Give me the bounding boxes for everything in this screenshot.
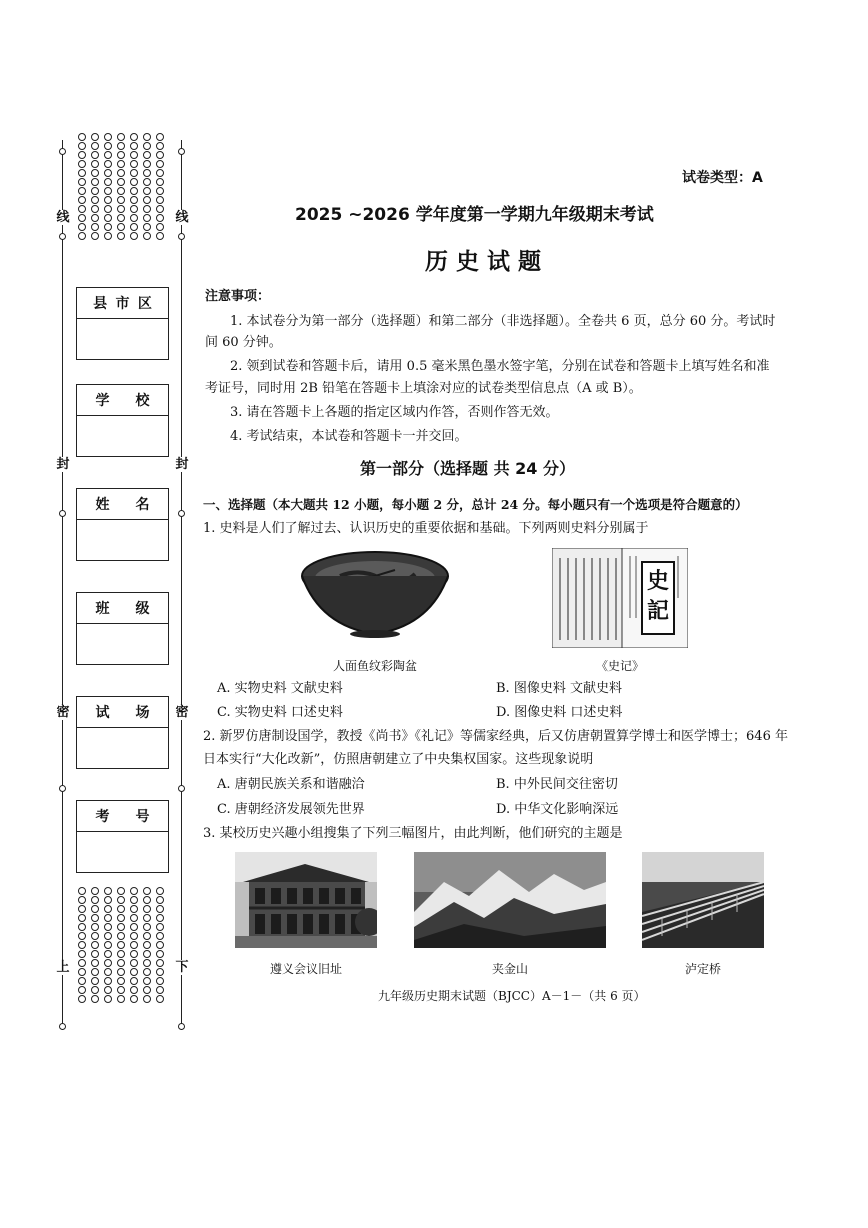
binding-dot [156,932,164,940]
q2-option-b[interactable]: B. 中外民间交往密切 [496,777,618,792]
binding-dot [156,142,164,150]
binding-label: 线 [56,210,70,225]
binding-ring [59,510,66,517]
binding-dot [78,160,86,168]
binding-dot [130,223,138,231]
binding-dots-bottom [78,887,166,1003]
binding-dot [91,905,99,913]
binding-label: 密 [56,705,70,720]
binding-ring [178,785,185,792]
q2-option-c[interactable]: C. 唐朝经济发展领先世界 [217,802,365,817]
binding-dot [91,941,99,949]
notice-heading: 注意事项： [205,289,271,304]
q1-option-b[interactable]: B. 图像史料 文献史料 [496,681,622,696]
binding-dot [104,968,112,976]
binding-dot [78,887,86,895]
binding-dot [143,977,151,985]
binding-ring [59,1023,66,1030]
binding-dot [117,133,125,141]
binding-dot [78,914,86,922]
binding-dot [104,896,112,904]
binding-dot [104,133,112,141]
q2-stem-line2: 日本实行“大化改新”，仿照唐朝建立了中央集权国家。这些现象说明 [203,752,594,767]
field-county[interactable]: 县 市 区 [76,287,169,360]
binding-dot [78,178,86,186]
binding-dot [143,232,151,240]
binding-dot [156,977,164,985]
part1-instruction: 一、选择题（本大题共 12 小题，每小题 2 分，总计 24 分。每小题只有一个选项是符合题意的） [203,497,748,512]
binding-dot [78,214,86,222]
binding-dot [104,214,112,222]
q3-stem: 3. 某校历史兴趣小组搜集了下列三幅图片，由此判断，他们研究的主题是 [203,826,623,841]
binding-label: 封 [56,457,70,472]
binding-dot [156,196,164,204]
binding-dot [130,205,138,213]
binding-dot [91,214,99,222]
binding-dot [104,950,112,958]
binding-dot [130,160,138,168]
binding-dot [78,968,86,976]
binding-dot [130,887,138,895]
binding-dot [104,932,112,940]
binding-dot [130,932,138,940]
q1-stem: 1. 史料是人们了解过去、认识历史的重要依据和基础。下列两则史料分别属于 [203,521,649,536]
binding-dot [130,914,138,922]
binding-dot [143,905,151,913]
q3-caption-2: 夹金山 [491,962,528,976]
binding-dot [130,905,138,913]
binding-dot [117,914,125,922]
binding-dot [117,160,125,168]
binding-dot [117,896,125,904]
binding-dot [143,169,151,177]
binding-dot [143,914,151,922]
binding-dot [104,196,112,204]
q2-stem-line1: 2. 新罗仿唐制设国学，教授《尚书》《礼记》等儒家经典，后又仿唐朝置算学博士和医学博士；646 年 [203,729,788,744]
binding-dot [156,232,164,240]
q3-caption-3: 泸定桥 [684,962,721,976]
field-exam-room[interactable]: 试 场 [76,696,169,769]
binding-label: 密 [175,705,189,720]
binding-dot [104,941,112,949]
binding-dot [104,905,112,913]
binding-dot [91,178,99,186]
binding-ring [178,510,185,517]
binding-dot [104,142,112,150]
binding-dot [130,995,138,1003]
binding-dot [104,986,112,994]
binding-dot [91,896,99,904]
field-school[interactable]: 学 校 [76,384,169,457]
binding-label: 封 [175,457,189,472]
binding-dot [117,959,125,967]
binding-ring [178,233,185,240]
binding-dot [91,995,99,1003]
binding-dot [156,169,164,177]
binding-dot [117,950,125,958]
binding-dot [156,214,164,222]
binding-ring [59,233,66,240]
binding-dot [156,187,164,195]
binding-dot [91,977,99,985]
q3-caption-1: 遵义会议旧址 [269,962,342,976]
binding-dot [78,950,86,958]
binding-dot [91,169,99,177]
subject-title: 历 史 试 题 [425,249,542,275]
notice-line: 1. 本试卷分为第一部分（选择题）和第二部分（非选择题）。全卷共 6 页，总分 60 分。考试时 [230,314,776,329]
binding-ring [178,148,185,155]
binding-dot [78,169,86,177]
binding-dot [78,905,86,913]
binding-dot [143,968,151,976]
binding-dot [104,205,112,213]
binding-dot [91,950,99,958]
binding-dot [78,932,86,940]
binding-dot [78,923,86,931]
binding-dot [91,196,99,204]
binding-dot [117,205,125,213]
binding-dot [156,995,164,1003]
binding-dot [130,977,138,985]
binding-dot [130,923,138,931]
binding-ring [59,785,66,792]
binding-dot [104,160,112,168]
binding-dot [78,196,86,204]
binding-dot [117,142,125,150]
binding-dot [91,932,99,940]
q3-image-luding-bridge [642,852,764,948]
binding-dot [130,151,138,159]
binding-dot [156,905,164,913]
binding-dot [130,968,138,976]
notice-line: 3. 请在答题卡上各题的指定区域内作答，否则作答无效。 [230,405,559,420]
binding-dot [91,968,99,976]
binding-dot [91,142,99,150]
exam-title: 2025 ~2026 学年度第一学期九年级期末考试 [295,205,654,225]
binding-dot [130,950,138,958]
binding-dot [117,995,125,1003]
part1-title: 第一部分（选择题 共 24 分） [360,459,575,478]
binding-dot [143,205,151,213]
binding-dots-top [78,133,166,240]
binding-dot [156,914,164,922]
binding-dot [143,223,151,231]
binding-dot [78,232,86,240]
binding-dot [143,950,151,958]
binding-dot [130,896,138,904]
binding-dot [156,160,164,168]
binding-dot [104,959,112,967]
binding-dot [78,223,86,231]
binding-dot [130,959,138,967]
binding-dot [104,223,112,231]
binding-dot [143,214,151,222]
binding-dot [143,142,151,150]
binding-dot [117,905,125,913]
binding-dot [130,133,138,141]
binding-dot [104,178,112,186]
binding-dot [78,151,86,159]
binding-dot [78,977,86,985]
notice-line: 考证号，同时用 2B 铅笔在答题卡上填涂对应的试卷类型信息点（A 或 B）。 [205,381,642,396]
q1-option-c[interactable]: C. 实物史料 口述史料 [217,705,343,720]
binding-dot [143,160,151,168]
binding-dot [104,977,112,985]
binding-dot [104,187,112,195]
binding-dot [143,187,151,195]
binding-label: 下 [175,960,189,975]
binding-dot [143,923,151,931]
binding-dot [117,932,125,940]
binding-dot [91,151,99,159]
binding-dot [130,187,138,195]
binding-dot [156,151,164,159]
binding-dot [156,941,164,949]
binding-dot [91,914,99,922]
binding-dot [156,205,164,213]
binding-dot [143,896,151,904]
binding-dot [156,133,164,141]
binding-dot [91,232,99,240]
binding-dot [117,187,125,195]
notice-line: 间 60 分钟。 [205,335,282,350]
q1-image-shiji-book [552,548,688,648]
binding-dot [78,941,86,949]
binding-dot [130,169,138,177]
binding-dot [130,232,138,240]
binding-dot [143,887,151,895]
binding-dot [143,986,151,994]
q3-image-zunyi-site [235,852,377,948]
binding-dot [91,133,99,141]
field-exam-number[interactable]: 考 号 [76,800,169,873]
binding-dot [117,223,125,231]
q1-image-pottery-basin [300,546,450,646]
q2-option-a[interactable]: A. 唐朝民族关系和谐融洽 [217,777,365,792]
binding-dot [117,941,125,949]
binding-dot [117,232,125,240]
binding-dot [156,896,164,904]
binding-dot [104,232,112,240]
binding-dot [143,133,151,141]
binding-dot [117,986,125,994]
binding-dot [104,914,112,922]
binding-dot [91,160,99,168]
binding-dot [130,986,138,994]
notice-line: 4. 考试结束，本试卷和答题卡一并交回。 [230,429,468,444]
binding-dot [143,178,151,186]
binding-dot [117,151,125,159]
binding-dot [130,142,138,150]
binding-dot [143,941,151,949]
binding-dot [117,923,125,931]
binding-dot [117,968,125,976]
binding-dot [91,986,99,994]
binding-ring [59,148,66,155]
binding-dot [156,950,164,958]
binding-dot [143,932,151,940]
binding-dot [156,223,164,231]
q1-img2-caption: 《史记》 [595,659,644,673]
binding-dot [130,214,138,222]
binding-dot [156,887,164,895]
q1-option-a[interactable]: A. 实物史料 文献史料 [217,681,343,696]
binding-dot [130,178,138,186]
q3-image-jiajin-mountain [414,852,606,948]
binding-dot [78,142,86,150]
binding-dot [104,995,112,1003]
binding-dot [143,959,151,967]
binding-dot [130,941,138,949]
binding-dot [78,986,86,994]
binding-dot [117,977,125,985]
binding-dot [91,923,99,931]
binding-dot [78,187,86,195]
binding-dot [117,169,125,177]
binding-dot [78,896,86,904]
binding-dot [117,178,125,186]
notice-line: 2. 领到试卷和答题卡后，请用 0.5 毫米黑色墨水签字笔，分别在试卷和答题卡上填写姓名和准 [230,359,770,374]
field-class[interactable]: 班 级 [76,592,169,665]
binding-dot [156,923,164,931]
binding-dot [104,923,112,931]
binding-dot [91,887,99,895]
binding-dot [117,887,125,895]
binding-dot [117,196,125,204]
q1-img1-caption: 人面鱼纹彩陶盆 [332,659,417,673]
binding-dot [104,169,112,177]
exam-type: 试卷类型：A [682,170,763,186]
binding-dot [91,223,99,231]
q1-option-d[interactable]: D. 图像史料 口述史料 [496,705,623,720]
binding-dot [78,205,86,213]
q1-book-title: 史記 [646,568,669,624]
binding-dot [104,887,112,895]
binding-dot [91,959,99,967]
binding-dot [156,968,164,976]
binding-dot [143,151,151,159]
binding-dot [91,205,99,213]
binding-line-right [181,140,182,1030]
binding-dot [156,178,164,186]
binding-dot [143,995,151,1003]
q2-option-d[interactable]: D. 中华文化影响深远 [496,802,619,817]
binding-dot [78,995,86,1003]
binding-dot [143,196,151,204]
binding-dot [156,986,164,994]
binding-label: 上 [56,960,70,975]
binding-dot [156,959,164,967]
binding-label: 线 [175,210,189,225]
binding-dot [117,214,125,222]
binding-dot [78,133,86,141]
field-name[interactable]: 姓 名 [76,488,169,561]
page-footer: 九年级历史期末试题（BJCC）A－1－（共 6 页） [378,989,646,1003]
binding-dot [78,959,86,967]
binding-dot [104,151,112,159]
binding-dot [91,187,99,195]
binding-ring [178,1023,185,1030]
binding-line-left [62,140,63,1030]
binding-dot [130,196,138,204]
